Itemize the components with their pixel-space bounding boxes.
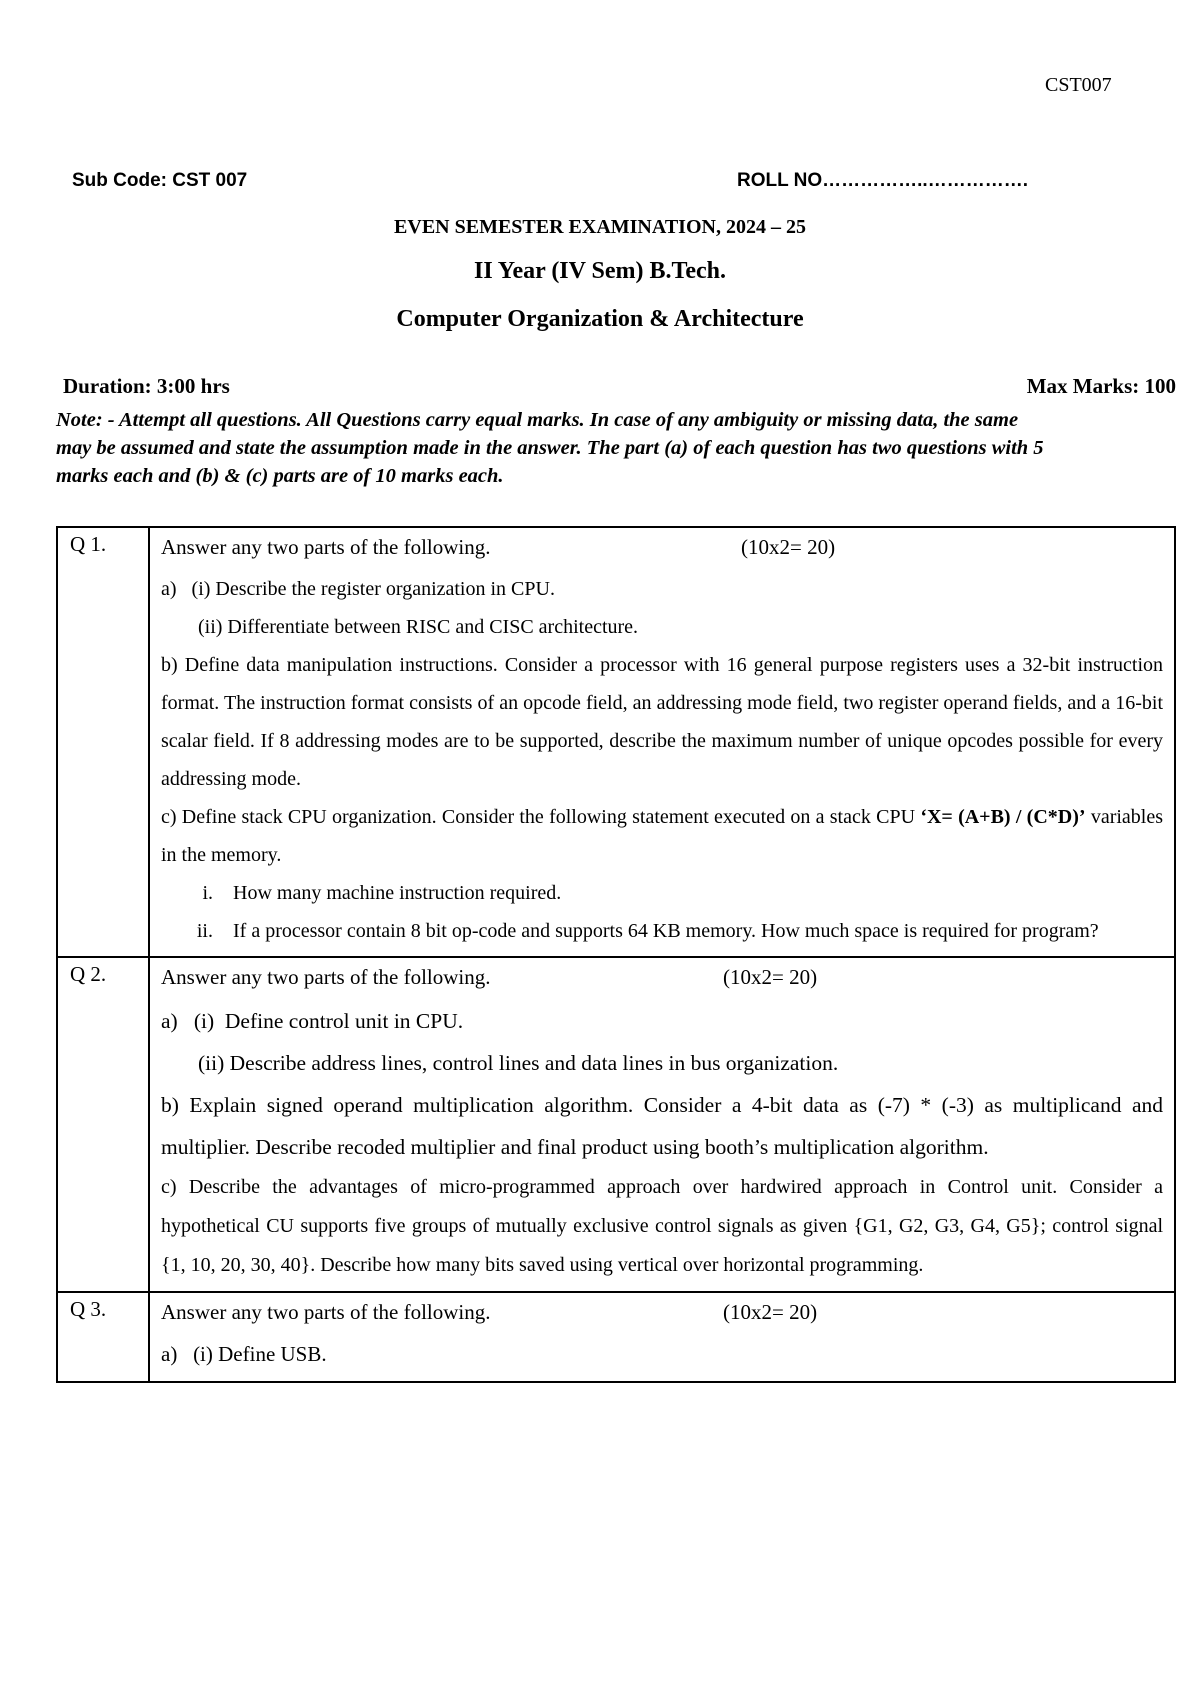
part-c xyxy=(161,798,1163,874)
part-c-tail: variables in the memory. xyxy=(161,806,1164,866)
page-code: CST007 xyxy=(1045,74,1112,96)
max-marks: Max Marks: 100 xyxy=(1026,374,1176,398)
question-number: Q 2. xyxy=(57,957,149,1292)
part-c-intro: c) Define stack CPU organization. Consider the following statement executed on a stack CPU xyxy=(161,806,921,828)
part-b: b) Explain signed operand multiplication algorithm. Consider a 4-bit data as (-7) * (-3) as multiplicand and multiplier. Describe recoded multiplier and final product using booth’s multiplication algorithm. xyxy=(161,1093,1163,1159)
question-number: Q 1. xyxy=(57,527,149,957)
question-instruction: Answer any two parts of the following. xyxy=(161,535,491,559)
header-row xyxy=(72,170,1072,192)
part-a-ii: (ii) Describe address lines, control lines and data lines in bus organization. xyxy=(198,1051,839,1075)
question-instruction-line xyxy=(161,1297,1163,1327)
part-c-expression: ‘X= (A+B) / (C*D)’ xyxy=(920,806,1086,828)
list-item xyxy=(161,874,1163,912)
subject-code: Sub Code: CST 007 xyxy=(72,170,248,191)
question-body xyxy=(149,1292,1175,1382)
part-a-i: a) (i) Define USB. xyxy=(161,1342,327,1366)
question-instruction-line xyxy=(161,962,1163,992)
question-instruction: Answer any two parts of the following. xyxy=(161,1300,491,1324)
year-title: II Year (IV Sem) B.Tech. xyxy=(473,258,726,284)
question-row xyxy=(57,527,1175,957)
question-marks: (10x2= 20) xyxy=(723,1300,818,1324)
part-b: b) Define data manipulation instructions. Consider a processor with 16 general purpose registers uses a 32-bit instruction format. The instruction format consists of an opcode field, an addressing mode field, two register operand fields, and a 16-bit scalar field. If 8 addressing modes are to be supported, describe the maximum number of unique opcodes possible for every addressing mode. xyxy=(161,654,1163,790)
list-item-text: How many machine instruction required. xyxy=(233,882,562,904)
roll-number-field: ROLL NO……………..……………. xyxy=(737,170,1028,191)
instructions-note: Note: - Attempt all questions. All Questions carry equal marks. In case of any ambiguity or missing data, the same may be assumed and state the assumption made in the answer. The part (a) of each question has two questions with 5 marks each and (b) & (c) parts are of 10 marks each. xyxy=(56,409,1044,487)
part-a-ii: (ii) Differentiate between RISC and CISC architecture. xyxy=(198,616,639,638)
list-marker: ii. xyxy=(196,920,213,942)
course-title: Computer Organization & Architecture xyxy=(396,306,804,332)
question-marks: (10x2= 20) xyxy=(741,535,836,559)
list-marker: i. xyxy=(202,882,213,904)
question-marks: (10x2= 20) xyxy=(723,965,818,989)
list-item-text: If a processor contain 8 bit op-code and supports 64 KB memory. How much space is required for program? xyxy=(233,920,1099,942)
question-instruction-line xyxy=(161,532,1163,562)
part-a-i: a) (i) Describe the register organization in CPU. xyxy=(161,578,555,600)
questions-table xyxy=(56,526,1176,1383)
part-c: c) Describe the advantages of micro-programmed approach over hardwired approach in Control unit. Consider a hypothetical CU supports five groups of mutually exclusive control signals as given {G1, G2, G3, G4, G5}; control signal {1, 10, 20, 30, 40}. Describe how many bits saved using vertical over horizontal programming. xyxy=(161,1176,1163,1276)
question-row xyxy=(57,1292,1175,1382)
question-body xyxy=(149,957,1175,1292)
part-a-i: a) (i) Define control unit in CPU. xyxy=(161,1009,464,1033)
question-body xyxy=(149,527,1175,957)
list-item xyxy=(161,912,1163,950)
question-number: Q 3. xyxy=(57,1292,149,1382)
duration: Duration: 3:00 hrs xyxy=(63,374,230,398)
question-instruction: Answer any two parts of the following. xyxy=(161,965,491,989)
part-c-subquestions xyxy=(161,874,1163,950)
exam-title: EVEN SEMESTER EXAMINATION, 2024 – 25 xyxy=(394,216,806,238)
question-row xyxy=(57,957,1175,1292)
